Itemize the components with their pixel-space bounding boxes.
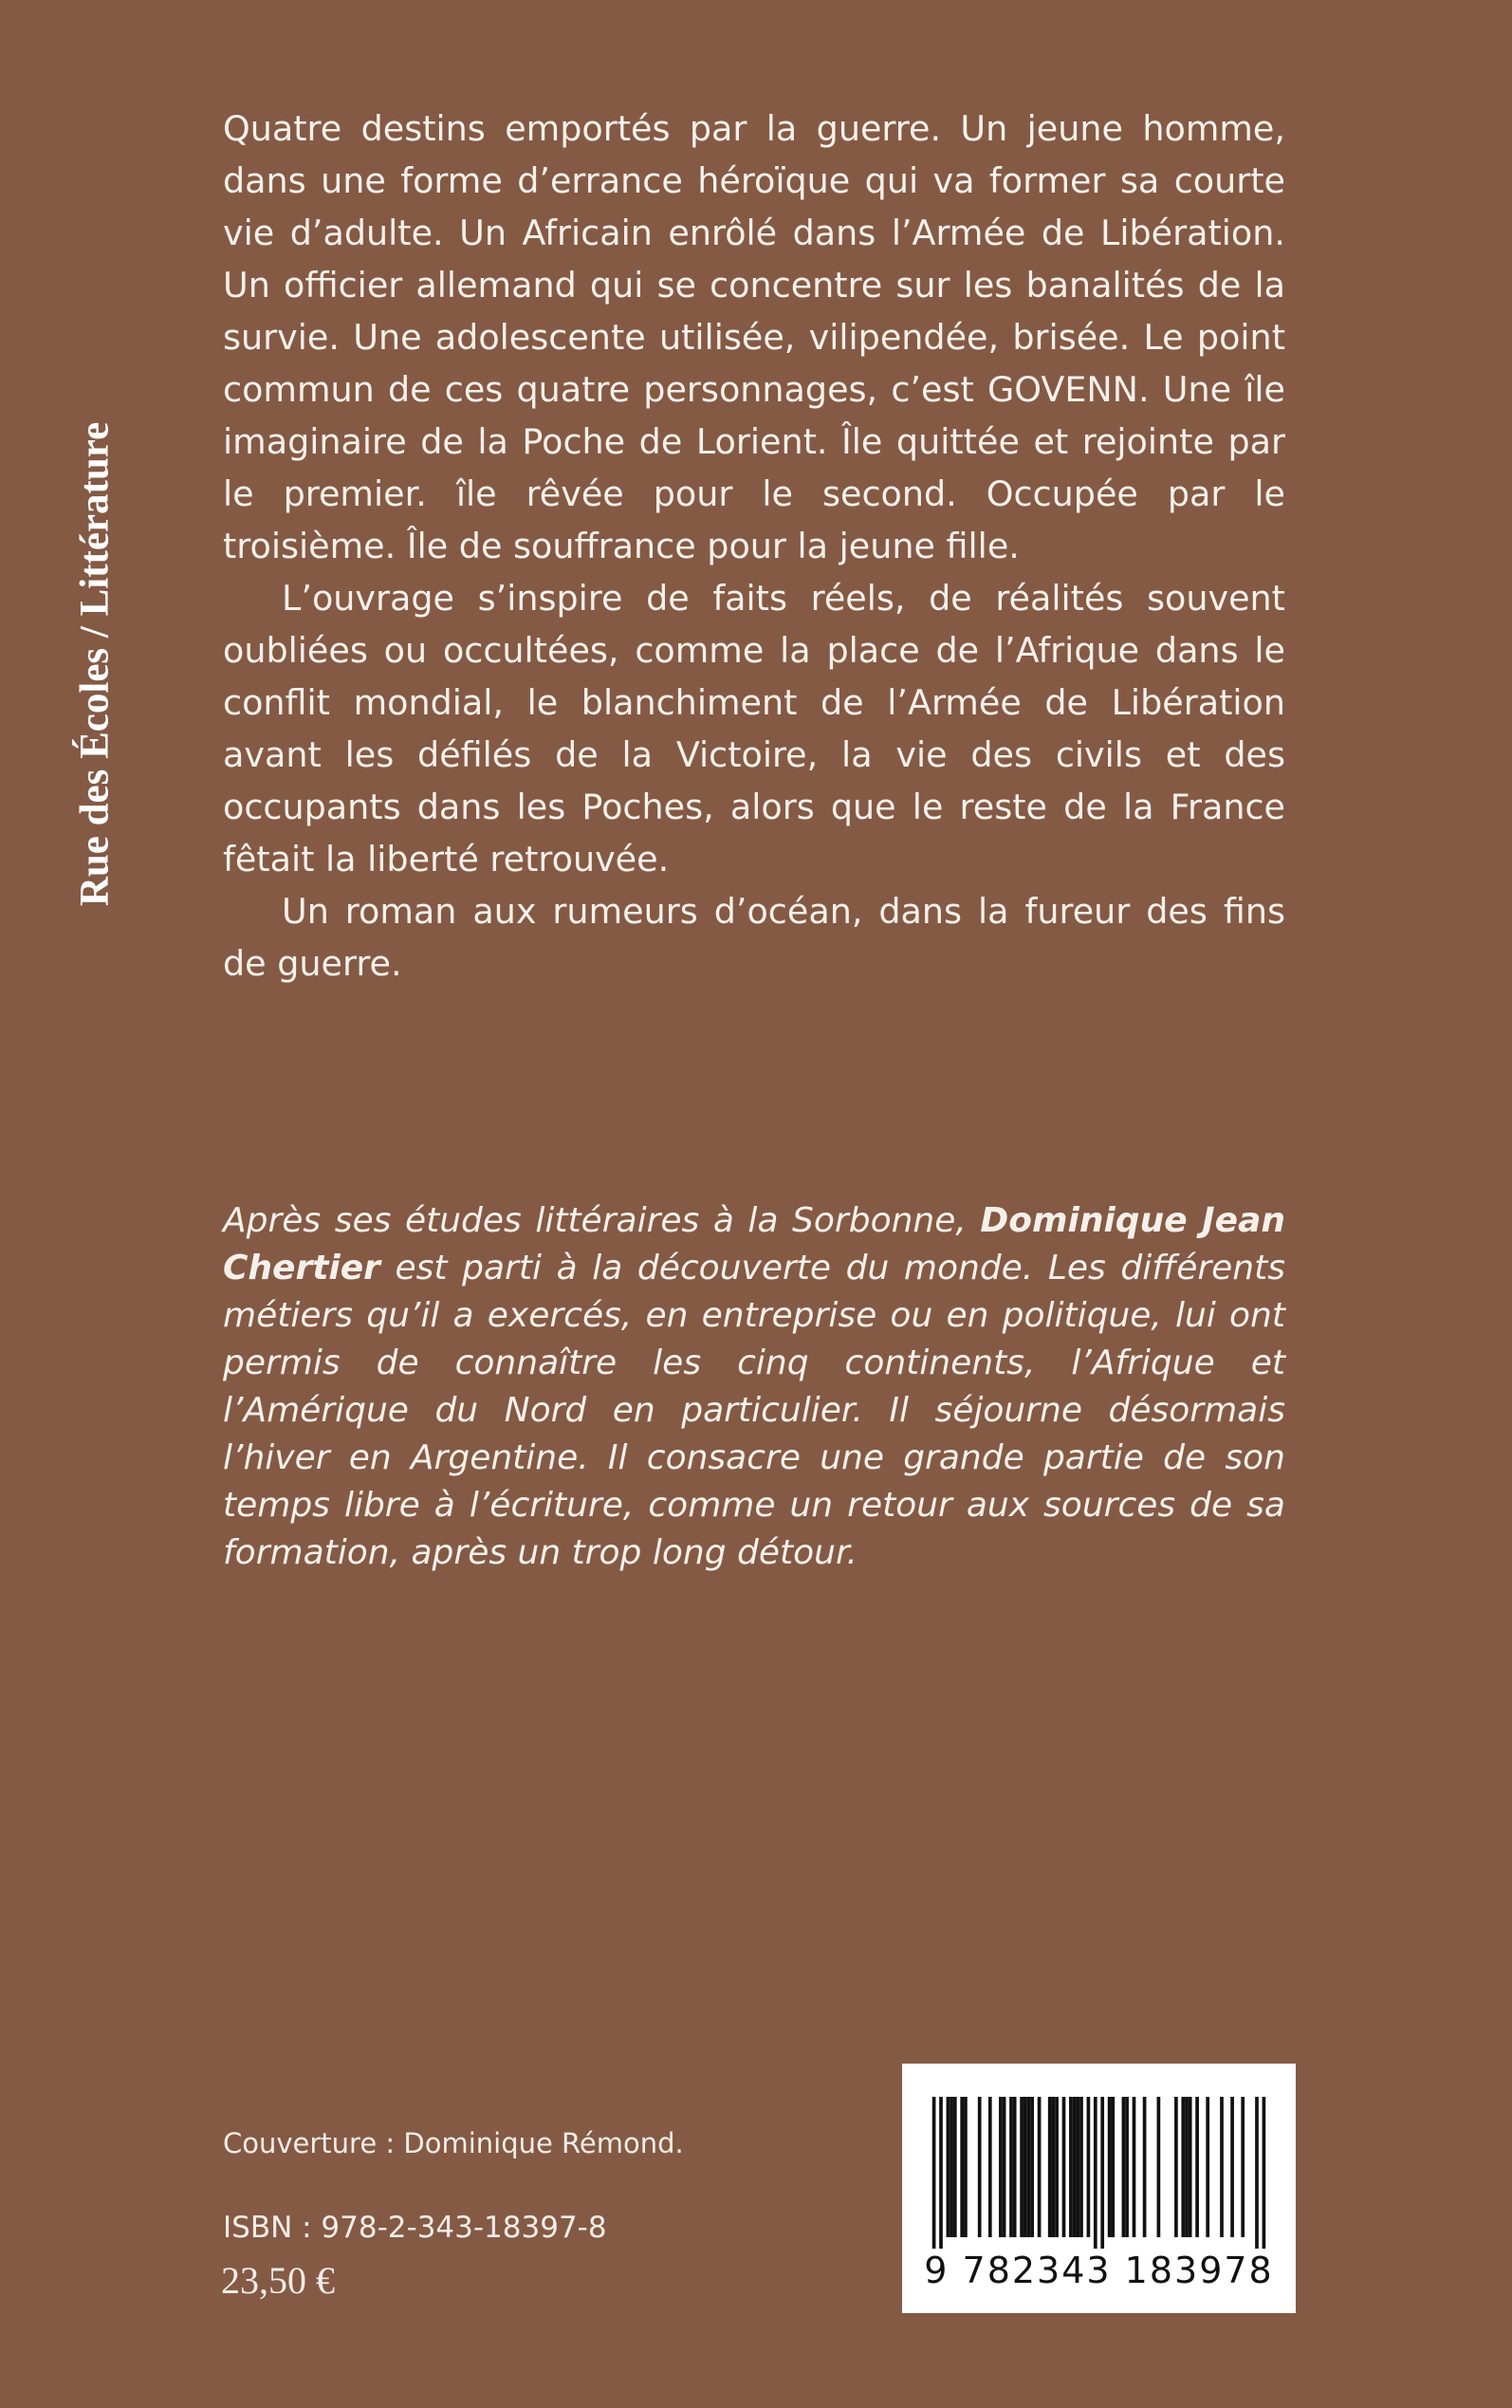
barcode-bar — [1133, 2097, 1136, 2237]
barcode-bar — [999, 2097, 1003, 2237]
barcode-bar — [1100, 2097, 1104, 2249]
barcode-bar — [953, 2097, 957, 2237]
barcode-bar — [988, 2097, 992, 2237]
cover-credit: Couverture : Dominique Rémond. — [223, 2127, 684, 2159]
barcode-bar — [1174, 2097, 1178, 2237]
barcode-bar — [1009, 2097, 1013, 2237]
bio-intro: Après ses études littéraires à la Sorbonne, — [223, 1201, 981, 1240]
barcode-bar — [1076, 2097, 1079, 2237]
barcode-bar — [932, 2097, 936, 2249]
back-cover-blurb — [223, 102, 1285, 990]
author-bio — [223, 1197, 1285, 1577]
author-name: Dominique Jean Chertier — [223, 1201, 1285, 1287]
price: 23,50 € — [221, 2259, 335, 2302]
barcode-bar — [939, 2097, 943, 2249]
barcode-bar — [1185, 2097, 1189, 2237]
barcode-bar — [1143, 2097, 1147, 2237]
barcode-bar — [1027, 2097, 1031, 2237]
barcode-bar — [1263, 2097, 1266, 2249]
barcode-bar — [1079, 2097, 1083, 2237]
barcode-bar — [1023, 2097, 1027, 2237]
barcode-bar — [978, 2097, 982, 2237]
barcode-bar — [1206, 2097, 1209, 2237]
barcode-bar — [1048, 2097, 1052, 2237]
barcode-bar — [1038, 2097, 1042, 2237]
barcode-bar — [1094, 2097, 1097, 2249]
barcode-bar — [964, 2097, 968, 2237]
barcode-bar — [1195, 2097, 1199, 2237]
barcode-bar — [947, 2097, 950, 2237]
barcode-bar — [950, 2097, 953, 2237]
barcode-bar — [1020, 2097, 1023, 2237]
barcode-bar — [1230, 2097, 1234, 2237]
barcode-bar — [1073, 2097, 1077, 2237]
series-title: Rue des Écoles / Littérature — [72, 421, 118, 907]
barcode-bar — [1055, 2097, 1059, 2237]
barcode-bar — [1255, 2097, 1259, 2249]
barcode-bar — [960, 2097, 964, 2237]
barcode-bar — [1069, 2097, 1073, 2237]
barcode — [902, 2064, 1296, 2313]
barcode-bar — [1122, 2097, 1126, 2237]
barcode-bar — [1013, 2097, 1017, 2237]
barcode-bar — [1181, 2097, 1185, 2237]
barcode-digits: 9 782343 183978 — [924, 2250, 1274, 2291]
blurb-paragraph: L’ouvrage s’inspire de faits réels, de réalités souvent oubliées ou occultées, comme la place de l’Afrique dans le conflit mondial, le blanchiment de l’Armée de Libération avant les défilés de la Victoire, la vie des civils et des occupants dans les Poches, alors que le reste de la France fêtait la liberté retrouvée. — [223, 578, 1285, 880]
barcode-bar — [1003, 2097, 1006, 2237]
barcode-bar — [1108, 2097, 1112, 2237]
blurb-paragraph: Un roman aux rumeurs d’océan, dans la fureur des fins de guerre. — [223, 891, 1285, 984]
barcode-bar — [1030, 2097, 1034, 2237]
bio-text: est parti à la découverte du monde. Les différents métiers qu’il a exercés, en entreprise ou en politique, lui ont permis de connaître les cinq continents, l’Afrique et l’Amérique du Nord en particulier. Il séjourne désormais l’hiver en Argentine. Il consacre une grande partie de son temps libre à l’écriture, comme un retour aux sources de sa formation, après un trop long détour. — [223, 1249, 1285, 1572]
barcode-bar — [1189, 2097, 1192, 2237]
barcode-bar — [1052, 2097, 1056, 2237]
barcode-bars — [917, 2097, 1281, 2249]
barcode-bar — [1220, 2097, 1224, 2237]
barcode-bar — [1125, 2097, 1129, 2237]
barcode-bar — [1062, 2097, 1066, 2237]
blurb-paragraph: Quatre destins emportés par la guerre. Un jeune homme, dans une forme d’errance héroïque qui va former sa courte vie d’adulte. Un Africain enrôlé dans l’Armée de Libération. Un officier allemand qui se concentre sur les banalités de la survie. Une adolescente utilisée, vilipendée, brisée. Le point commun de ces quatre personnages, c’est GOVENN. Une île imaginaire de la Poche de Lorient. Île quittée et rejointe par le premier. île rêvée pour le second. Occupée par le troisième. Île de souffrance pour la jeune fille. — [223, 108, 1285, 566]
barcode-bar — [1241, 2097, 1245, 2237]
isbn: ISBN : 978-2-343-18397-8 — [223, 2211, 607, 2245]
barcode-bar — [1087, 2097, 1091, 2237]
barcode-bar — [1157, 2097, 1161, 2237]
barcode-bar — [1111, 2097, 1115, 2237]
